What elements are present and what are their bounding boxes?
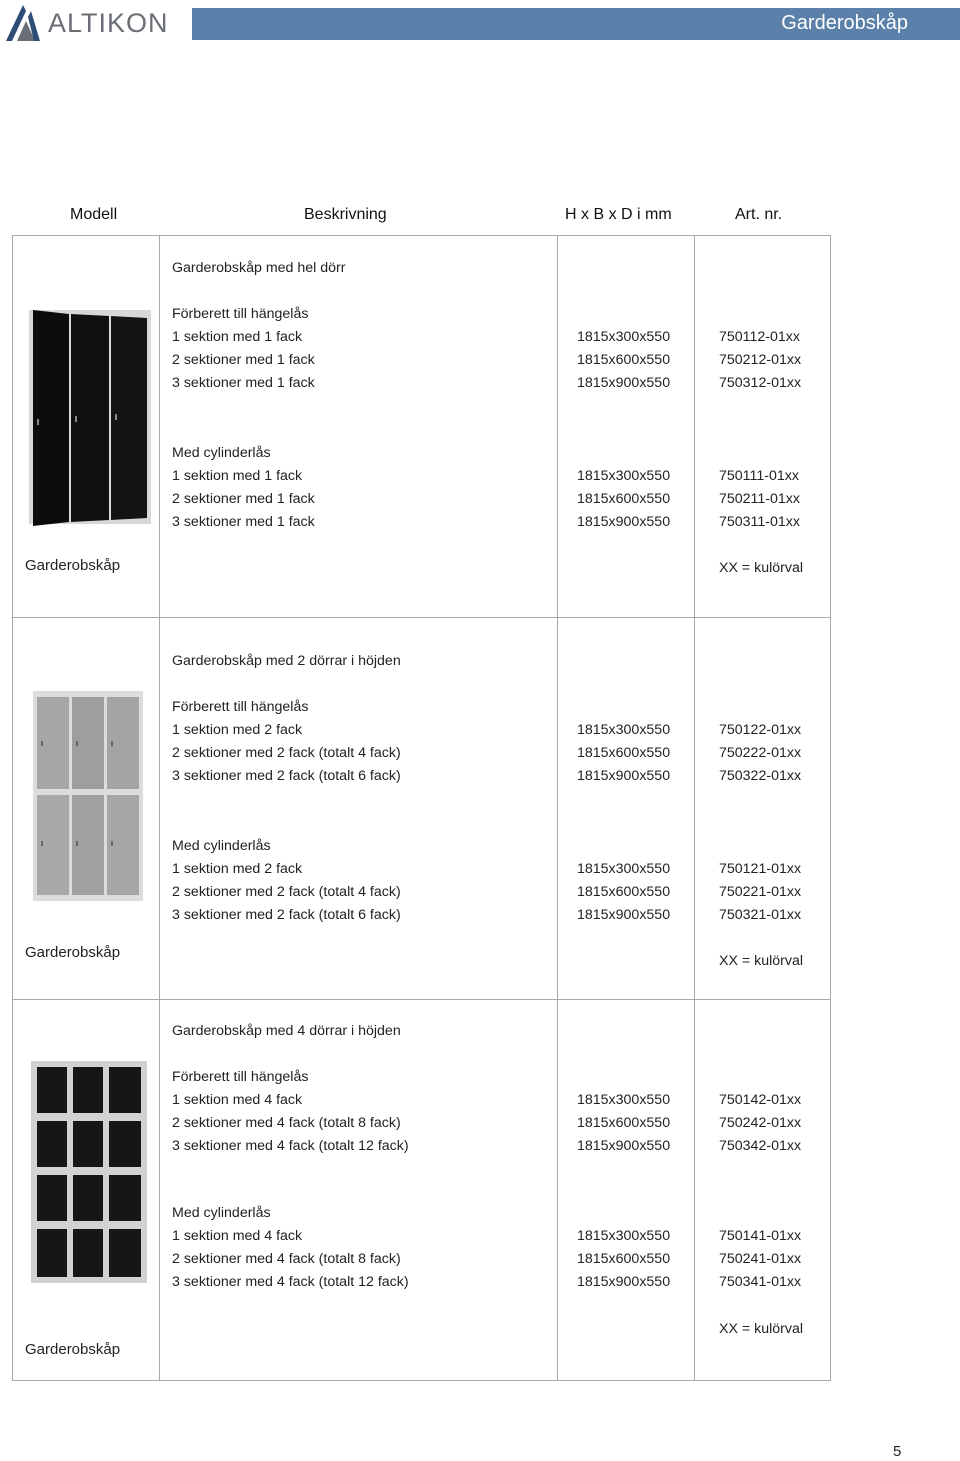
header-bar [192,8,960,40]
product-table [12,235,831,1381]
color-note: XX = kulörval [719,953,803,969]
item-dimensions: 1815x900x550 [577,1274,671,1290]
item-article-number: 750311-01xx [719,514,800,530]
item-article-number: 750222-01xx [719,745,802,761]
item-dimensions: 1815x600x550 [577,491,671,507]
section-title: Garderobskåp med 4 dörrar i höjden [172,1023,401,1039]
item-article-number: 750341-01xx [719,1274,802,1290]
item-dimensions: 1815x600x550 [577,352,671,368]
item-dimensions: 1815x300x550 [577,468,671,484]
item-article-number: 750242-01xx [719,1115,802,1131]
item-article-number: 750141-01xx [719,1228,802,1244]
column-header-model: Modell [70,206,118,223]
column-header-description: Beskrivning [304,206,387,223]
item-description: 1 sektion med 4 fack [172,1228,303,1244]
column-header-dimensions: H x B x D i mm [565,206,672,223]
altikon-logo-icon [4,3,42,43]
product-section [13,618,830,1000]
item-dimensions: 1815x600x550 [577,745,671,761]
item-dimensions: 1815x900x550 [577,768,671,784]
item-description: 3 sektioner med 1 fack [172,375,315,391]
color-note: XX = kulörval [719,1321,803,1337]
brand-name: ALTIKON [48,7,169,38]
product-section [13,1000,830,1380]
item-article-number: 750342-01xx [719,1138,802,1154]
item-description: 1 sektion med 2 fack [172,861,303,877]
group-heading: Med cylinderlås [172,1205,271,1221]
page-title: Garderobskåp [781,12,908,34]
item-article-number: 750321-01xx [719,907,802,923]
altikon-logo [4,2,184,44]
section-title: Garderobskåp med hel dörr [172,260,346,276]
item-article-number: 750122-01xx [719,722,802,738]
item-dimensions: 1815x900x550 [577,375,671,391]
item-dimensions: 1815x300x550 [577,1228,671,1244]
item-article-number: 750111-01xx [719,468,799,484]
item-description: 3 sektioner med 1 fack [172,514,315,530]
item-description: 3 sektioner med 4 fack (totalt 12 fack) [172,1274,409,1290]
item-description: 3 sektioner med 2 fack (totalt 6 fack) [172,768,401,784]
item-description: 3 sektioner med 4 fack (totalt 12 fack) [172,1138,409,1154]
item-article-number: 750322-01xx [719,768,802,784]
wardrobe-four-door-image [31,1061,147,1283]
group-heading: Med cylinderlås [172,445,271,461]
item-description: 1 sektion med 1 fack [172,468,303,484]
item-article-number: 750212-01xx [719,352,802,368]
group-heading: Med cylinderlås [172,838,271,854]
item-description: 2 sektioner med 4 fack (totalt 8 fack) [172,1115,401,1131]
item-dimensions: 1815x900x550 [577,907,671,923]
model-label: Garderobskåp [25,1341,121,1358]
item-description: 1 sektion med 4 fack [172,1092,303,1108]
item-dimensions: 1815x900x550 [577,1138,671,1154]
item-article-number: 750241-01xx [719,1251,802,1267]
item-article-number: 750112-01xx [719,329,800,345]
model-label: Garderobskåp [25,557,121,574]
color-note: XX = kulörval [719,560,803,576]
item-description: 3 sektioner med 2 fack (totalt 6 fack) [172,907,401,923]
item-article-number: 750121-01xx [719,861,802,877]
column-headers [0,206,960,230]
group-heading: Förberett till hängelås [172,699,309,715]
item-dimensions: 1815x900x550 [577,514,671,530]
wardrobe-two-door-image [33,691,143,901]
item-description: 1 sektion med 1 fack [172,329,303,345]
item-article-number: 750312-01xx [719,375,802,391]
product-section [13,236,830,618]
item-description: 2 sektioner med 2 fack (totalt 4 fack) [172,884,401,900]
item-article-number: 750142-01xx [719,1092,802,1108]
item-dimensions: 1815x300x550 [577,861,671,877]
item-dimensions: 1815x300x550 [577,1092,671,1108]
group-heading: Förberett till hängelås [172,1069,309,1085]
group-heading: Förberett till hängelås [172,306,309,322]
item-article-number: 750221-01xx [719,884,802,900]
model-label: Garderobskåp [25,944,121,961]
item-article-number: 750211-01xx [719,491,800,507]
item-description: 2 sektioner med 2 fack (totalt 4 fack) [172,745,401,761]
item-description: 2 sektioner med 1 fack [172,491,315,507]
item-dimensions: 1815x600x550 [577,1251,671,1267]
page-number: 5 [893,1443,902,1460]
item-description: 2 sektioner med 1 fack [172,352,315,368]
item-description: 2 sektioner med 4 fack (totalt 8 fack) [172,1251,401,1267]
item-dimensions: 1815x300x550 [577,722,671,738]
wardrobe-full-door-image [29,304,151,534]
section-title: Garderobskåp med 2 dörrar i höjden [172,653,401,669]
item-dimensions: 1815x600x550 [577,1115,671,1131]
column-header-article: Art. nr. [735,206,783,223]
item-description: 1 sektion med 2 fack [172,722,303,738]
item-dimensions: 1815x300x550 [577,329,671,345]
item-dimensions: 1815x600x550 [577,884,671,900]
